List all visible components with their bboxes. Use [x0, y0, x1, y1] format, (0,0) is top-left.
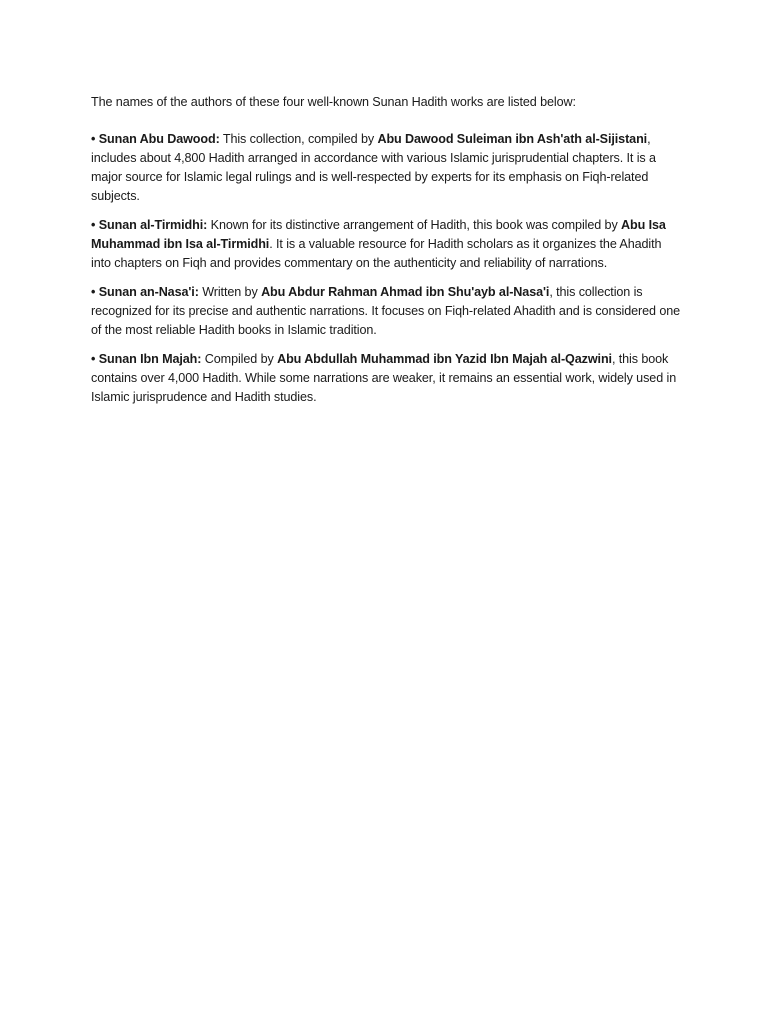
entry-text-after: , this collection is recognized for its precise and authentic narrations. It focuses on Fiqh-related Ahadith and is considered one of the most reliable Hadith books in Islamic tradition.: [91, 285, 681, 337]
entry-bullet: •: [91, 218, 96, 232]
entry-text-after: , this book contains over 4,000 Hadith. While some narrations are weaker, it remains an essential work, widely used in Islamic jurisprudence and Hadith studies.: [91, 352, 677, 404]
entry-text-before: Written by: [198, 285, 262, 299]
entry-text-before: Compiled by: [201, 352, 278, 366]
entry-text-before: Known for its distinctive arrangement of Hadith, this book was compiled by: [207, 218, 622, 232]
entry-sunan-abu-dawood: [91, 130, 681, 206]
entry-bullet: •: [91, 132, 96, 146]
entry-text-after: , includes about 4,800 Hadith arranged in accordance with various Islamic jurisprudential chapters. It is a major source for Islamic legal rulings and is well-respected by experts for its emphasis on Fiqh-related subjects.: [91, 132, 656, 203]
entry-sunan-an-nasai: [91, 283, 681, 340]
entry-bullet: •: [91, 352, 96, 366]
entry-sunan-al-tirmidhi: [91, 216, 681, 273]
entry-bullet: •: [91, 285, 96, 299]
entry-author: Abu Abdullah Muhammad ibn Yazid Ibn Majah al-Qazwini: [277, 352, 612, 366]
entry-title: Sunan an-Nasa'i:: [98, 285, 199, 299]
entry-text-after: . It is a valuable resource for Hadith scholars as it organizes the Ahadith into chapters on Fiqh and provides commentary on the authenticity and reliability of narrations.: [91, 237, 662, 270]
entry-author: Abu Isa Muhammad ibn Isa al-Tirmidhi: [91, 218, 666, 251]
entry-author: Abu Dawood Suleiman ibn Ash'ath al-Sijistani: [377, 132, 648, 146]
entry-author: Abu Abdur Rahman Ahmad ibn Shu'ayb al-Nasa'i: [261, 285, 550, 299]
entry-sunan-ibn-majah: [91, 350, 681, 407]
document-page: [91, 93, 681, 417]
intro-paragraph: The names of the authors of these four well-known Sunan Hadith works are listed below:: [91, 95, 576, 109]
entry-title: Sunan Abu Dawood:: [98, 132, 220, 146]
entry-title: Sunan Ibn Majah:: [98, 352, 202, 366]
entry-title: Sunan al-Tirmidhi:: [98, 218, 208, 232]
entry-text-before: This collection, compiled by: [219, 132, 378, 146]
